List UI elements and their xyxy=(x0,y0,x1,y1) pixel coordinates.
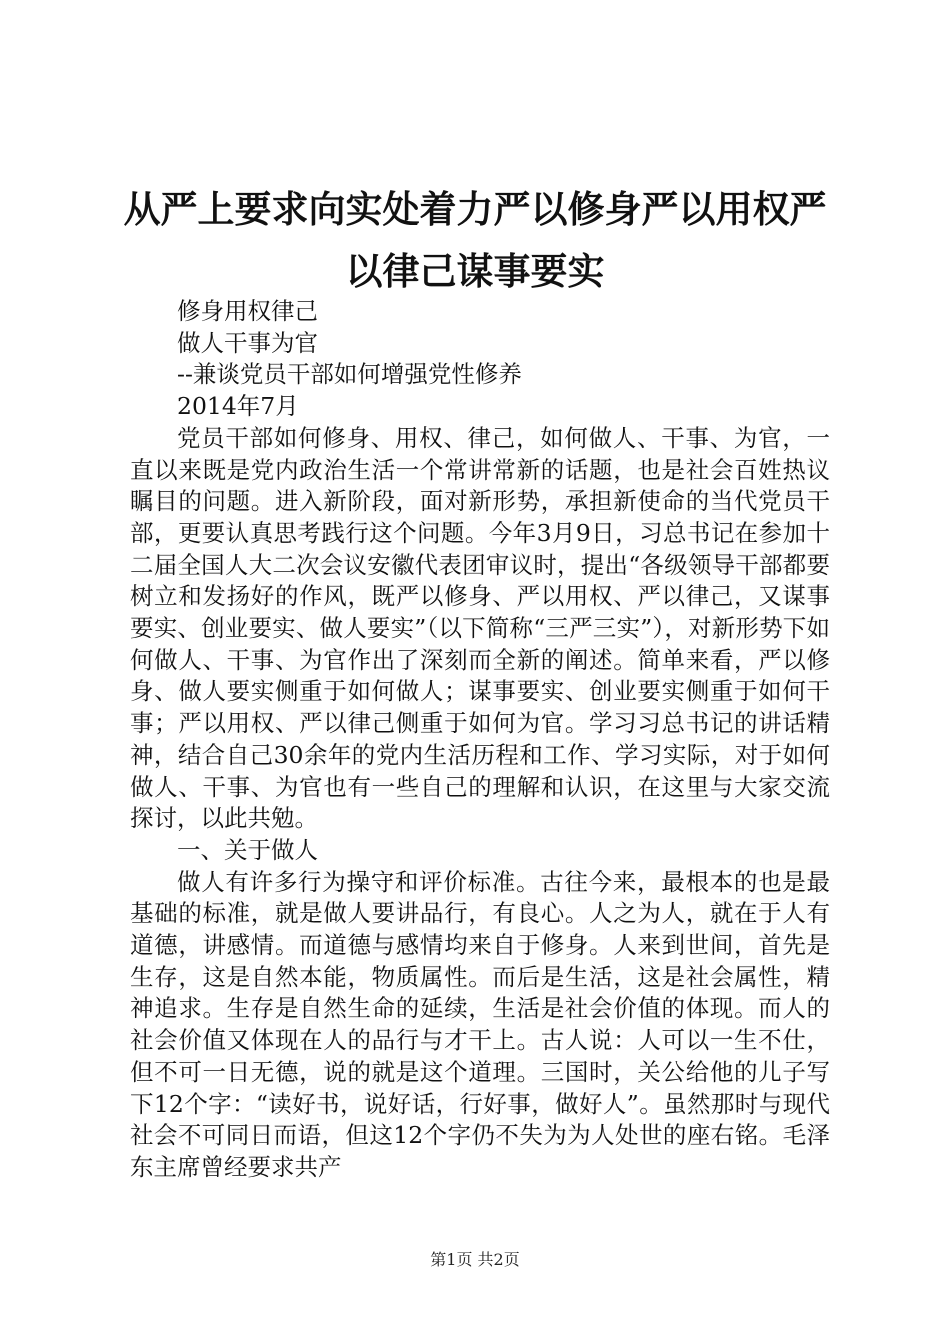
subtitle-line: 做人干事为官 xyxy=(177,328,318,357)
section-heading: 一、关于做人 xyxy=(177,835,318,864)
document-body xyxy=(130,296,830,1184)
intro-paragraph: 党员干部如何修身、用权、律己，如何做人、干事、为官，一直以来既是党内政治生活一个常讲常新的话题，也是社会百姓热议瞩目的问题。进入新阶段，面对新形势，承担新使命的当代党员干部，更要认真思考践行这个问题。今年3月9日，习总书记在参加十二届全国人大二次会议安徽代表团审议时，提出“各级领导干部都要树立和发扬好的作风，既严以修身、严以用权、严以律己，又谋事要实、创业要实、做人要实”（以下简称“三严三实”），对新形势下如何做人、干事、为官作出了深刻而全新的阐述。简单来看，严以修身、做人要实侧重于如何做人；谋事要实、创业要实侧重于如何干事；严以用权、严以律己侧重于如何为官。学习习总书记的讲话精神，结合自己30余年的党内生活历程和工作、学习实际，对于如何做人、干事、为官也有一些自己的理解和认识，在这里与大家交流探讨，以此共勉。 xyxy=(130,423,830,833)
page-footer: 第1页 共2页 xyxy=(430,1250,520,1269)
subtitle-line: --兼谈党员干部如何增强党性修养 xyxy=(177,360,522,389)
section-paragraph: 做人有许多行为操守和评价标准。古往今来，最根本的也是最基础的标准，就是做人要讲品行，有良心。人之为人，就在于人有道德，讲感情。而道德与感情均来自于修身。人来到世间，首先是生存，这是自然本能，物质属性。而后是生活，这是社会属性，精神追求。生存是自然生命的延续，生活是社会价值的体现。而人的社会价值又体现在人的品行与才干上。古人说：人可以一生不仕，但不可一日无德，说的就是这个道理。三国时，关公给他的儿子写下12个字：“读好书，说好话，行好事，做好人”。虽然那时与现代社会不可同日而语，但这12个字仍不失为为人处世的座右铭。毛泽东主席曾经要求共产 xyxy=(130,867,830,1181)
date-line: 2014年7月 xyxy=(177,392,299,421)
document-title: 从严上要求向实处着力严以修身严以用权严以律己谋事要实 xyxy=(123,187,827,293)
subtitle-line: 修身用权律己 xyxy=(177,297,318,325)
